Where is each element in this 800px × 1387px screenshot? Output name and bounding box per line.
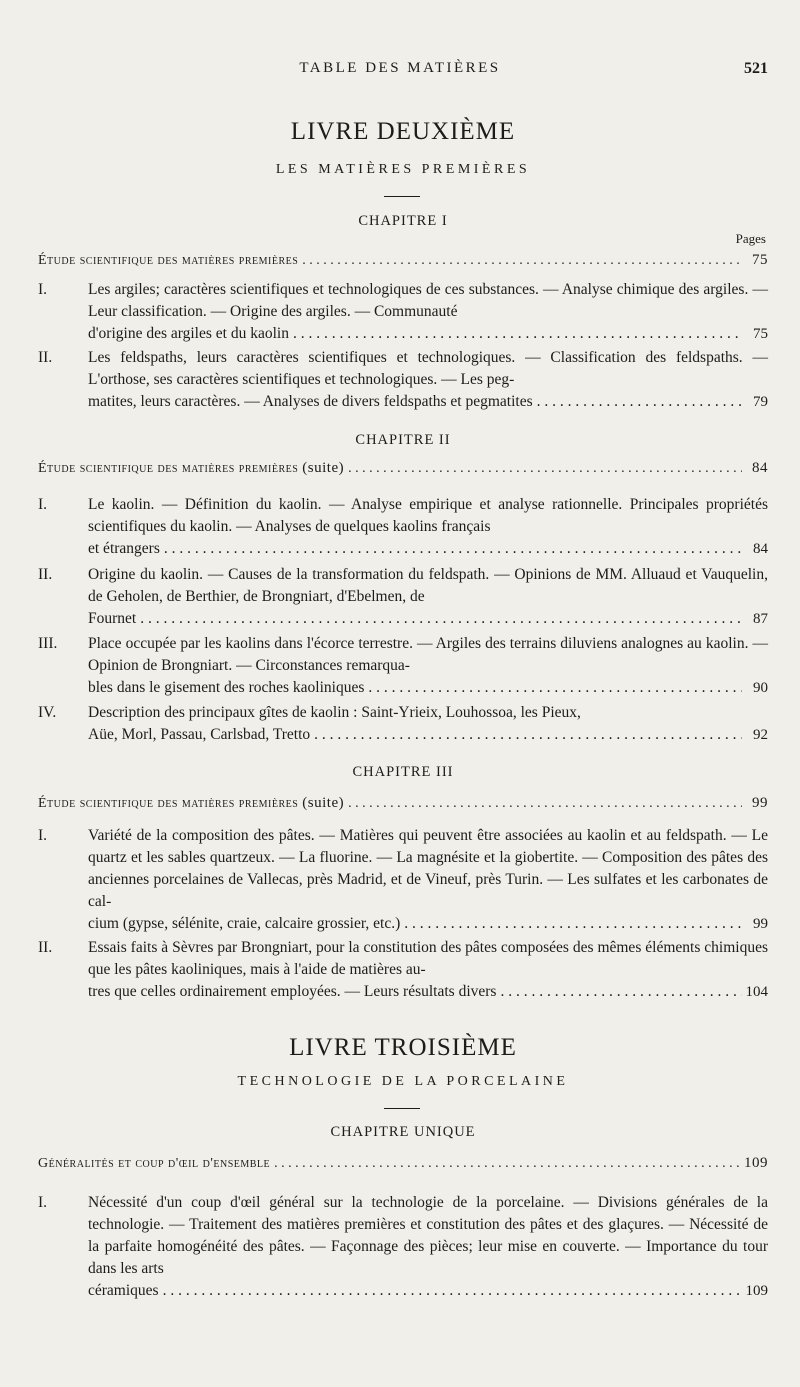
entry-page: 79 xyxy=(753,394,768,410)
chapter-heading-text: Généralités et coup d'œil d'ensemble xyxy=(38,1156,271,1171)
entry-page: 87 xyxy=(753,611,768,627)
dot-leader xyxy=(500,981,741,1003)
entry-text-last-line: cium (gypse, sélénite, craie, calcaire grossier, etc.) xyxy=(88,915,401,932)
toc-entry xyxy=(38,633,768,699)
book-subtitle: TECHNOLOGIE DE LA PORCELAINE xyxy=(237,1074,569,1089)
dot-leader xyxy=(140,608,742,630)
chapter-heading-text: Étude scientifique des matières premières xyxy=(38,796,299,811)
toc-entry xyxy=(38,564,768,630)
chapter-heading-page: 109 xyxy=(744,1155,768,1171)
chapter-heading xyxy=(38,795,768,812)
toc-entry xyxy=(38,347,768,413)
chapter-title: CHAPITRE I xyxy=(358,213,448,229)
entry-text-last-line: matites, leurs caractères. — Analyses de divers feldspaths et pegmatites xyxy=(88,393,533,410)
entry-text: Place occupée par les kaolins dans l'écorce terrestre. — Argiles des terrains diluviens analognes au kaolin. — Opinion de Brongniart. — Circonstances remarqua- xyxy=(88,635,768,674)
running-head: TABLE DES MATIÈRES xyxy=(299,60,501,76)
dot-leader xyxy=(164,538,742,560)
entry-text-last-line: tres que celles ordinairement employées. — Leurs résultats divers xyxy=(88,983,497,1000)
entry-number: II. xyxy=(38,349,53,366)
chapter-title: CHAPITRE III xyxy=(352,764,454,780)
entry-text: Essais faits à Sèvres par Brongniart, pour la constitution des pâtes composées des mêmes éléments chimiques que les pâtes kaoliniques, mais à l'aide de matières au- xyxy=(88,939,768,978)
entry-text-last-line: Fournet xyxy=(88,610,137,627)
entry-page: 104 xyxy=(745,984,768,1000)
entry-text-last-line: Aüe, Morl, Passau, Carlsbad, Tretto xyxy=(88,726,311,743)
entry-text-last-line: céramiques xyxy=(88,1282,159,1299)
chapter-heading-text: Étude scientifique des matières premières xyxy=(38,461,299,476)
entry-text-last-line: d'origine des argiles et du kaolin xyxy=(88,325,289,342)
dot-leader xyxy=(348,461,742,477)
dot-leader xyxy=(404,913,742,935)
toc-entry xyxy=(38,1192,768,1302)
chapter-heading-page: 99 xyxy=(752,795,768,811)
toc-entry xyxy=(38,702,768,746)
dot-leader xyxy=(348,796,742,812)
entry-number: I. xyxy=(38,496,48,513)
chapter-heading-page: 75 xyxy=(752,252,768,268)
entry-number: II. xyxy=(38,566,53,583)
entry-text-last-line: bles dans le gisement des roches kaoliniques xyxy=(88,679,365,696)
toc-entry xyxy=(38,279,768,345)
dot-leader xyxy=(537,391,742,413)
entry-text: Nécessité d'un coup d'œil général sur la technologie de la porcelaine. — Divisions générales de la technologie. — Traitement des matières premières et constitution des pâtes et des glaçures. — Nécessité de la parfaite homogénéité des pâtes. — Façonnage des pièces; leur mise en couverte. — Importance du tour dans les arts xyxy=(88,1194,768,1277)
chapter-heading-suffix: (suite) xyxy=(302,460,345,476)
chapter-heading xyxy=(38,1155,768,1172)
entry-text: Variété de la composition des pâtes. — Matières qui peuvent être associées au kaolin et au feldspath. — Le quartz et les sables quartzeux. — La fluorine. — La magnésite et la giobertite. — Composition des pâtes des anciennes porcelaines de Vallecas, près Madrid, et de Vineuf, près Turin. — Les sulfates et les carbonates de cal- xyxy=(88,827,768,910)
chapter-heading-text: Étude scientifique des matières premières xyxy=(38,253,299,268)
entry-number: III. xyxy=(38,635,58,652)
entry-page: 99 xyxy=(753,916,768,932)
entry-text: Les argiles; caractères scientifiques et technologiques de ces substances. — Analyse chimique des argiles. — Leur classification. — Origine des argiles. — Communauté xyxy=(88,281,768,320)
entry-text: Les feldspaths, leurs caractères scientifiques et technologiques. — Classification des feldspaths. — L'orthose, ses caractères scientifiques et technologiques. — Les peg- xyxy=(88,349,768,388)
dot-leader xyxy=(368,677,742,699)
chapter-title: CHAPITRE II xyxy=(355,432,451,448)
dot-leader xyxy=(274,1156,740,1172)
entry-number: I. xyxy=(38,827,48,844)
entry-text: Origine du kaolin. — Causes de la transformation du feldspath. — Opinions de MM. Alluaud et Vauquelin, de Geholen, de Berthier, de Brongniart, d'Ebelmen, de xyxy=(88,566,768,605)
entry-page: 92 xyxy=(753,727,768,743)
dot-leader xyxy=(302,253,742,269)
chapter-title: CHAPITRE UNIQUE xyxy=(330,1124,476,1140)
divider xyxy=(384,1108,420,1109)
entry-page: 75 xyxy=(753,326,768,342)
chapter-heading-page: 84 xyxy=(752,460,768,476)
toc-entry xyxy=(38,494,768,560)
chapter-heading-suffix: (suite) xyxy=(302,795,345,811)
chapter-heading xyxy=(38,252,768,269)
entry-page: 90 xyxy=(753,680,768,696)
entry-number: II. xyxy=(38,939,53,956)
entry-number: I. xyxy=(38,281,48,298)
toc-entry xyxy=(38,937,768,1003)
toc-entry xyxy=(38,825,768,935)
page-number: 521 xyxy=(744,60,768,77)
pages-label: Pages xyxy=(735,231,766,246)
dot-leader xyxy=(163,1280,742,1302)
book-subtitle: LES MATIÈRES PREMIÈRES xyxy=(275,162,531,177)
book-title: LIVRE TROISIÈME xyxy=(289,1034,517,1061)
book-title: LIVRE DEUXIÈME xyxy=(290,118,516,145)
entry-number: I. xyxy=(38,1194,48,1211)
entry-page: 109 xyxy=(745,1283,768,1299)
chapter-heading xyxy=(38,460,768,477)
entry-text: Description des principaux gîtes de kaolin : Saint-Yrieix, Louhossoa, les Pieux, xyxy=(88,704,581,721)
dot-leader xyxy=(314,724,742,746)
dot-leader xyxy=(293,323,742,345)
entry-text: Le kaolin. — Définition du kaolin. — Analyse empirique et analyse rationnelle. Principales propriétés scientifiques du kaolin. — Analyses de quelques kaolins français xyxy=(88,496,768,535)
entry-text-last-line: et étrangers xyxy=(88,540,160,557)
entry-page: 84 xyxy=(753,541,768,557)
divider xyxy=(384,196,420,197)
entry-number: IV. xyxy=(38,704,57,721)
